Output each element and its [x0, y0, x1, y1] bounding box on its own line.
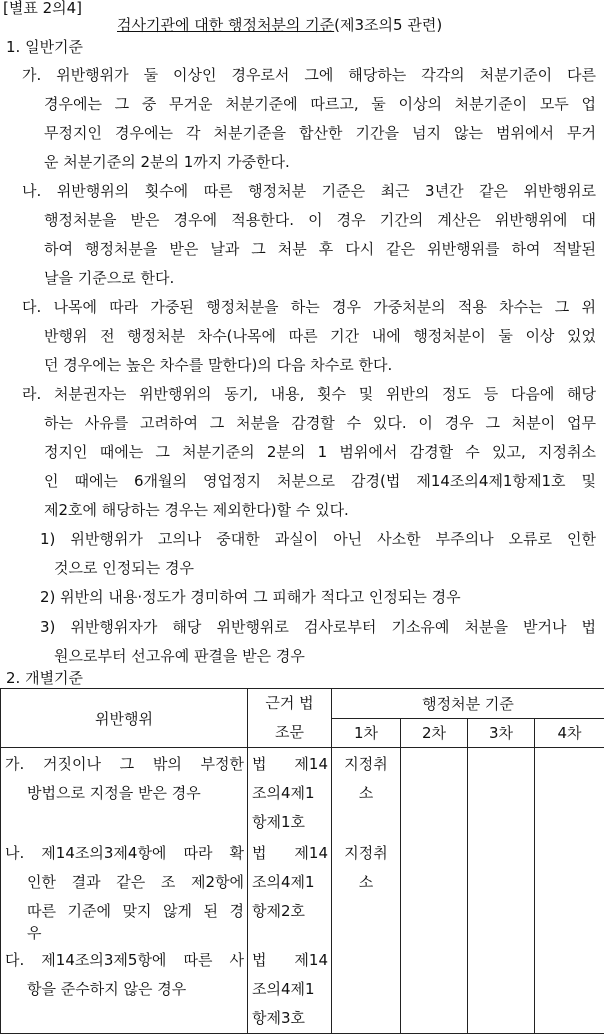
- appendix-label: [별표 2의4]: [3, 0, 82, 18]
- row-ga-violation-line-2: 방법으로 지정을 받은 경우: [5, 779, 244, 808]
- table-row: [1, 944, 604, 1034]
- header-basis-line-2: 조문: [248, 718, 331, 747]
- row-na-violation-line-1: 나. 제14조의3제4항에 따라 확: [5, 839, 244, 868]
- row-ga-round-3: [468, 748, 535, 838]
- row-da-round-3: [468, 944, 535, 1034]
- row-na-violation: [1, 837, 248, 944]
- header-round-2: 2차: [401, 718, 468, 748]
- row-ga-basis: [248, 748, 332, 838]
- item-ra-line-4: 인 때에는 6개월의 영업정지 처분으로 감경(법 제14조의4제1항제1호 및: [44, 471, 596, 491]
- row-ga-basis-line-3: 항제1호: [252, 808, 328, 837]
- subitem-1-line-1: 1) 위반행위가 고의나 중대한 과실이 아닌 사소한 부주의나 오류로 인한: [40, 529, 596, 549]
- row-ga-violation-line-1: 가. 거짓이나 그 밖의 부정한: [5, 750, 244, 779]
- row-na-round-1: [332, 837, 401, 944]
- row-da-round-2: [401, 944, 468, 1034]
- section-heading-individual: 2. 개별기준: [6, 668, 83, 688]
- subitem-2-line-1: 2) 위반의 내용·정도가 경미하여 그 피해가 적다고 인정되는 경우: [40, 587, 461, 607]
- row-ga-round-1-line-1: 지정취: [332, 750, 400, 779]
- document-title: [117, 15, 442, 35]
- subitem-3-line-1: 3) 위반행위자가 해당 위반행위로 검사로부터 기소유예 처분을 받거나 법: [40, 617, 596, 637]
- item-na-line-3: 하여 행정처분을 받은 날과 그 처분 후 다시 같은 위반행위를 하여 적발된: [44, 239, 596, 259]
- item-da-line-3: 던 경우에는 높은 차수를 말한다)의 다음 차수로 한다.: [44, 355, 392, 375]
- row-da-round-4: [535, 944, 604, 1034]
- row-na-basis-line-3: 항제2호: [252, 897, 328, 926]
- item-na-line-4: 날을 기준으로 한다.: [44, 268, 174, 288]
- header-round-3: 3차: [468, 718, 535, 748]
- row-da-basis-line-1: 법 제14: [252, 946, 328, 975]
- row-ga-round-4: [535, 748, 604, 838]
- item-ra-line-1: 라. 처분권자는 위반행위의 동기, 내용, 횟수 및 위반의 정도 등 다음에 해당: [22, 384, 596, 404]
- row-na-round-2: [401, 837, 468, 944]
- row-na-basis-line-1: 법 제14: [252, 839, 328, 868]
- row-da-violation: [1, 944, 248, 1034]
- row-da-violation-line-1: 다. 제14조의3제5항에 따른 사: [5, 946, 244, 975]
- table-header-row-1: [1, 689, 604, 719]
- header-basis-line-1: 근거 법: [248, 689, 331, 718]
- title-main: 검사기관에 대한 행정처분의 기준: [117, 16, 334, 34]
- penalty-criteria-table: [0, 688, 604, 1034]
- header-round-4: 4차: [535, 718, 604, 748]
- item-ra-line-5: 제2호에 해당하는 경우는 제외한다)할 수 있다.: [44, 500, 349, 520]
- row-ga-violation: [1, 748, 248, 838]
- item-ga-line-4: 운 처분기준의 2분의 1까지 가중한다.: [44, 152, 290, 172]
- row-na-round-1-line-2: 소: [332, 868, 400, 897]
- row-na-round-4: [535, 837, 604, 944]
- item-da-line-1: 다. 나목에 따라 가중된 행정처분을 하는 경우 가중처분의 적용 차수는 그 위: [22, 297, 596, 317]
- title-ref: (제3조의5 관련): [334, 16, 442, 34]
- row-da-violation-line-2: 항을 준수하지 않은 경우: [5, 975, 244, 1004]
- subitem-1-line-2: 것으로 인정되는 경우: [54, 558, 194, 578]
- header-penalty: 행정처분 기준: [332, 689, 604, 719]
- row-ga-round-1-line-2: 소: [332, 779, 400, 808]
- row-ga-basis-line-1: 법 제14: [252, 750, 328, 779]
- table-row: [1, 837, 604, 944]
- row-ga-basis-line-2: 조의4제1: [252, 779, 328, 808]
- section-heading-general: 1. 일반기준: [6, 37, 83, 57]
- row-da-basis-line-2: 조의4제1: [252, 975, 328, 1004]
- row-na-round-1-line-1: 지정취: [332, 839, 400, 868]
- row-na-violation-line-4: 우: [5, 926, 244, 940]
- header-basis: [248, 689, 332, 748]
- row-ga-round-1: [332, 748, 401, 838]
- item-ra-line-3: 정지인 때에는 그 처분기준의 2분의 1 범위에서 감경할 수 있고, 지정취소: [44, 442, 596, 462]
- row-na-violation-line-3: 따른 기준에 맞지 않게 된 경: [5, 897, 244, 926]
- header-round-1: 1차: [332, 718, 401, 748]
- row-na-basis-line-2: 조의4제1: [252, 868, 328, 897]
- item-ga-line-2: 경우에는 그 중 무거운 처분기준에 따르고, 둘 이상의 처분기준이 모두 업: [44, 94, 596, 114]
- row-da-round-1: [332, 944, 401, 1034]
- item-na-line-2: 행정처분을 받은 경우에 적용한다. 이 경우 기간의 계산은 위반행위에 대: [44, 210, 596, 230]
- item-na-line-1: 나. 위반행위의 횟수에 따른 행정처분 기준은 최근 3년간 같은 위반행위로: [22, 181, 596, 201]
- row-na-round-3: [468, 837, 535, 944]
- header-violation: 위반행위: [1, 689, 248, 748]
- subitem-3-line-2: 원으로부터 선고유예 판결을 받은 경우: [54, 646, 305, 666]
- row-na-violation-line-2: 인한 결과 같은 조 제2항에: [5, 868, 244, 897]
- item-da-line-2: 반행위 전 행정처분 차수(나목에 따른 기간 내에 행정처분이 둘 이상 있었: [44, 326, 596, 346]
- item-ga-line-1: 가. 위반행위가 둘 이상인 경우로서 그에 해당하는 각각의 처분기준이 다른: [22, 65, 596, 85]
- row-ga-round-2: [401, 748, 468, 838]
- item-ra-line-2: 하는 사유를 고려하여 그 처분을 감경할 수 있다. 이 경우 그 처분이 업무: [44, 413, 596, 433]
- row-da-basis-line-3: 항제3호: [252, 1004, 328, 1033]
- row-da-basis: [248, 944, 332, 1034]
- table-row: [1, 748, 604, 838]
- row-na-basis: [248, 837, 332, 944]
- item-ga-line-3: 무정지인 경우에는 각 처분기준을 합산한 기간을 넘지 않는 범위에서 무거: [44, 123, 596, 143]
